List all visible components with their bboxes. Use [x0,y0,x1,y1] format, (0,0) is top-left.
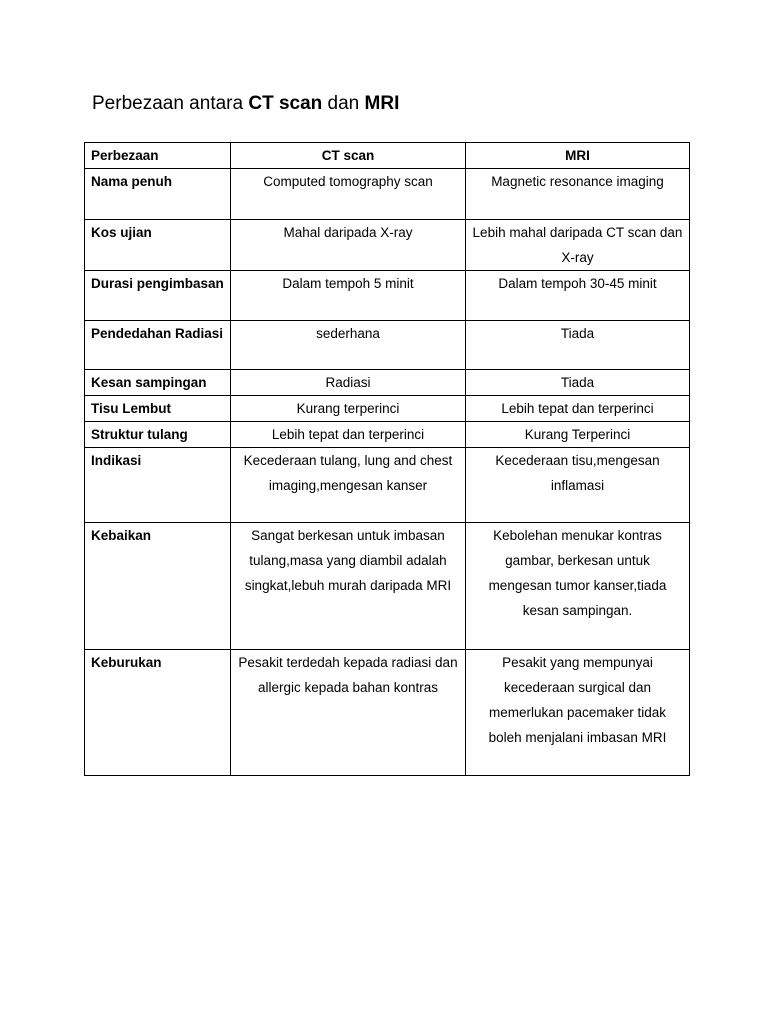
ct-cell: Kurang terperinci [231,396,466,422]
page-title [92,92,399,116]
ct-cell: Radiasi [231,370,466,396]
table-row [85,370,690,396]
table-row [85,422,690,448]
mri-cell: Kebolehan menukar kontras gambar, berkesan untuk mengesan tumor kanser,tiada kesan sampingan. [466,523,690,650]
ct-cell: sederhana [231,321,466,370]
table-row [85,448,690,523]
ct-cell: Dalam tempoh 5 minit [231,271,466,321]
row-label: Nama penuh [85,169,231,220]
table-row [85,523,690,650]
title-text-2: dan [322,93,365,114]
table-row [85,271,690,321]
row-label: Kos ujian [85,220,231,271]
header-ct-scan: CT scan [231,143,466,169]
row-label: Struktur tulang [85,422,231,448]
ct-cell: Sangat berkesan untuk imbasan tulang,masa yang diambil adalah singkat,lebuh murah daripada MRI [231,523,466,650]
table-row [85,321,690,370]
title-text-1: Perbezaan antara [92,93,249,114]
table-row [85,650,690,776]
row-label: Tisu Lembut [85,396,231,422]
mri-cell: Magnetic resonance imaging [466,169,690,220]
row-label: Kebaikan [85,523,231,650]
mri-cell: Lebih mahal daripada CT scan dan X-ray [466,220,690,271]
title-ct-scan: CT scan [248,93,323,114]
row-label: Pendedahan Radiasi [85,321,231,370]
mri-cell: Lebih tepat dan terperinci [466,396,690,422]
ct-cell: Kecederaan tulang, lung and chest imaging,mengesan kanser [231,448,466,523]
mri-cell: Dalam tempoh 30-45 minit [466,271,690,321]
table-row [85,396,690,422]
table-row [85,220,690,271]
ct-cell: Mahal daripada X-ray [231,220,466,271]
mri-cell: Kecederaan tisu,mengesan inflamasi [466,448,690,523]
mri-cell: Tiada [466,321,690,370]
row-label: Keburukan [85,650,231,776]
header-mri: MRI [466,143,690,169]
table-row [85,169,690,220]
mri-cell: Tiada [466,370,690,396]
table-header-row [85,143,690,169]
ct-cell: Lebih tepat dan terperinci [231,422,466,448]
title-mri: MRI [364,93,400,114]
ct-cell: Computed tomography scan [231,169,466,220]
ct-cell: Pesakit terdedah kepada radiasi dan allergic kepada bahan kontras [231,650,466,776]
row-label: Durasi pengimbasan [85,271,231,321]
row-label: Kesan sampingan [85,370,231,396]
mri-cell: Kurang Terperinci [466,422,690,448]
mri-cell: Pesakit yang mempunyai kecederaan surgical dan memerlukan pacemaker tidak boleh menjalani imbasan MRI [466,650,690,776]
header-perbezaan: Perbezaan [85,143,231,169]
comparison-table [84,142,690,776]
row-label: Indikasi [85,448,231,523]
